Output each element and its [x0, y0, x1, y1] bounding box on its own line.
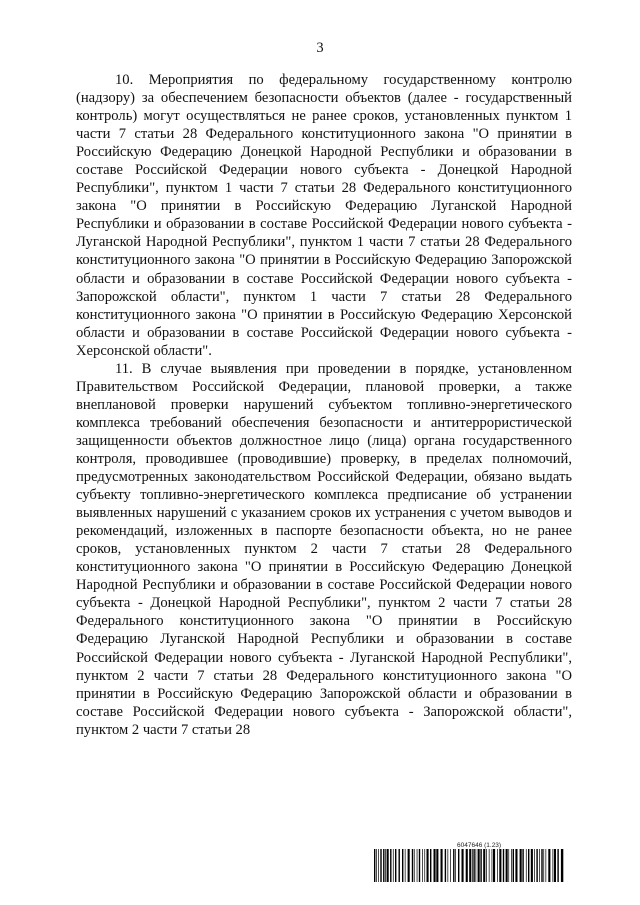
barcode-bar	[548, 849, 550, 882]
barcode-bar	[405, 849, 406, 882]
barcode-bar	[462, 849, 464, 882]
paragraph-10: 10. Мероприятия по федеральному государственному контролю (надзору) за обеспечением безопасности объектов (далее - государственный контроль) могут осуществляться не ранее сроков, установленных пунктом 1 части 7 статьи 28 Федерального конституционного закона "О принятии в Российскую Федерацию Донецкой Народной Республики и образовании в составе Российской Федерации нового субъекта - Донецкой Народной Республики", пунктом 1 части 7 статьи 28 Федерального конституционного закона "О принятии в Российскую Федерацию Луганской Народной Республики и образовании в составе Российской Федерации нового субъекта - Луганской Народной Республики", пунктом 1 части 7 статьи 28 Федерального конституционного закона "О принятии в Российскую Федерацию Запорожской области и образовании в составе Российской Федерации нового субъекта - Запорожской области", пунктом 1 части 7 статьи 28 Федерального конституционного закона "О принятии в Российскую Федерацию Херсонской области и образовании в составе Российской Федерации нового субъекта - Херсонской области".	[76, 72, 572, 359]
barcode-bar	[522, 849, 523, 882]
barcode-bar	[450, 849, 451, 882]
document-body	[76, 71, 572, 739]
barcode-bar	[543, 849, 544, 882]
barcode-bar	[483, 849, 485, 882]
barcode-bar	[466, 849, 468, 882]
barcode-bar	[503, 849, 504, 882]
barcode-bar	[534, 849, 535, 882]
barcode-caption: 6047646 (1.23)	[457, 842, 502, 849]
barcode-bar	[541, 849, 542, 882]
barcode-bar	[445, 849, 446, 882]
barcode-bar	[515, 849, 517, 882]
barcode-bar	[414, 849, 415, 882]
barcode-bar	[434, 849, 436, 882]
barcode-bar	[506, 849, 508, 882]
barcode-bar	[376, 849, 377, 882]
barcode-bar	[539, 849, 540, 882]
barcode-bar	[374, 849, 375, 882]
barcode-bar	[412, 849, 413, 882]
barcode-bar	[399, 849, 400, 882]
barcode-bar	[436, 849, 438, 882]
barcode-bar	[520, 849, 522, 882]
barcode-bar	[493, 849, 495, 882]
barcode-bar	[387, 849, 389, 882]
barcode-bar	[497, 849, 498, 882]
barcode-bar	[528, 849, 529, 882]
barcode-bar	[383, 849, 384, 882]
barcode-bar	[489, 849, 490, 882]
barcode-bar	[419, 849, 420, 882]
barcode-bar	[536, 849, 537, 882]
barcode-bar	[380, 849, 381, 882]
barcode-bar	[553, 849, 554, 882]
barcode-bar	[422, 849, 423, 882]
barcode-bar	[480, 849, 481, 882]
barcode-bar	[402, 849, 403, 882]
barcode-bar	[430, 849, 431, 882]
barcode-bar	[486, 849, 487, 882]
barcode-bar	[546, 849, 547, 882]
barcode-bar	[557, 849, 558, 882]
barcode-bar	[455, 849, 456, 882]
barcode-bar	[473, 849, 474, 882]
barcode-bar	[499, 849, 501, 882]
barcode-bar	[393, 849, 394, 882]
barcode-bar	[469, 849, 471, 882]
barcode-bar	[408, 849, 410, 882]
page-number: 3	[316, 40, 324, 56]
barcode-bar	[458, 849, 459, 882]
barcode-bar	[478, 849, 480, 882]
barcode-bar	[390, 849, 391, 882]
barcode-bar	[427, 849, 429, 882]
barcode-bar	[511, 849, 512, 882]
barcode-bar	[385, 849, 386, 882]
barcode-bar	[472, 849, 473, 882]
barcode-bar	[492, 849, 493, 882]
barcode-bar	[476, 849, 477, 882]
barcode-bar	[513, 849, 514, 882]
barcode-bar	[417, 849, 418, 882]
barcode-bar	[453, 849, 454, 882]
barcode-bar	[378, 849, 379, 882]
barcode-bar	[395, 849, 396, 882]
barcode-bar	[424, 849, 425, 882]
barcode-bar	[531, 849, 533, 882]
barcode-bar	[508, 849, 509, 882]
barcode-bar	[526, 849, 527, 882]
barcode-bar	[561, 849, 563, 882]
barcode-bar	[441, 849, 443, 882]
barcode-bar	[554, 849, 556, 882]
barcode-bar	[448, 849, 449, 882]
paragraph-11: 11. В случае выявления при проведении в порядке, установленном Правительством Российской Федерации, плановой проверки, а также внеплановой проверки нарушений субъектом топливно-энергетического комплекса требований обеспечения безопасности и антитеррористической защищенности объектов должностное лицо (лица) органа государственного контроля, проводившее (проводившие) проверку, в пределах полномочий, предусмотренных законодательством Российской Федерации, обязано выдать субъекту топливно-энергетического комплекса предписание об устранении выявленных нарушений с указанием сроков их устранения с учетом выводов и рекомендаций, изложенных в паспорте безопасности объекта, но не ранее сроков, установленных пунктом 2 части 7 статьи 28 Федерального конституционного закона "О принятии в Российскую Федерацию Донецкой Народной Республики и образовании в составе Российской Федерации нового субъекта - Донецкой Народной Республики", пунктом 2 части 7 статьи 28 Федерального конституционного закона "О принятии в Российскую Федерацию Луганской Народной Республики и образовании в составе Российской Федерации нового субъекта - Луганской Народной Республики", пунктом 2 части 7 статьи 28 Федерального конституционного закона "О принятии в Российскую Федерацию Запорожской области и образовании в составе Российской Федерации нового субъекта - Запорожской области", пунктом 2 части 7 статьи 28	[76, 360, 572, 738]
barcode-icon	[374, 849, 564, 882]
